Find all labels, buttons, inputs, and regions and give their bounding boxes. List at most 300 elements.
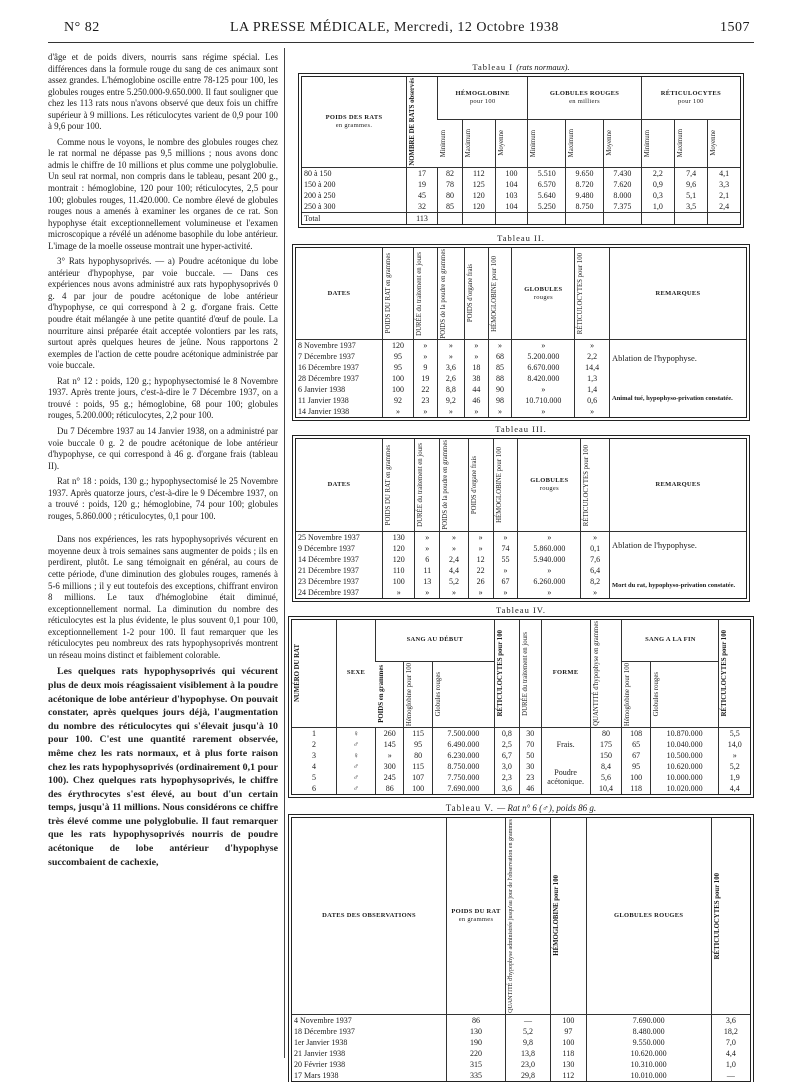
table-cell <box>566 212 604 224</box>
table-cell: 10,4 <box>590 783 622 794</box>
table-cell: 9,6 <box>674 179 707 190</box>
table-cell: 1,9 <box>719 772 750 783</box>
table-cell: 5.860.000 <box>518 543 581 554</box>
table-cell: 4 <box>312 761 316 771</box>
table-cell: 260 <box>376 727 404 739</box>
table-cell: 0,8 <box>494 727 519 739</box>
forme-powder: Poudre <box>554 768 577 778</box>
table-cell: 6 <box>415 554 440 565</box>
table-1-caption: Tableau I (rats normaux). <box>472 62 570 72</box>
paragraph: Rat n° 18 : poids, 130 g.; hypophysectomisé le 25 Novembre 1937. Après quatorze jours, c'est-à-dire le 9 Décembre 1937, on a trouvé : poids, 120 g.; hémoglobine, 74 pour 100; globules rouges, 5.860.000 ; réticulocytes, 0,1 pour 100. <box>48 476 278 521</box>
table-cell: » <box>376 750 404 761</box>
table-total-row <box>302 212 740 224</box>
table-row <box>292 761 750 772</box>
table-cell: 7.500.000 <box>432 727 494 739</box>
table-cell: 112 <box>462 167 495 179</box>
table-cell: 130 <box>551 1059 587 1070</box>
table-cell: 11 Janvier 1938 <box>298 396 349 406</box>
remarks-cell <box>610 532 747 599</box>
table-row <box>302 167 740 179</box>
forme-acetone: acétonique. <box>547 777 584 787</box>
table-cell <box>603 212 641 224</box>
table-cell: ♀ <box>337 727 376 739</box>
table-cell: 125 <box>462 179 495 190</box>
table-4: NUMÉRO DU RAT SEXE SANG AU DÉBUT RÉTICULOCYTES pour 100 DURÉE du traitement en jours FORME QUANTITÉ d'hypophyse en grammes SANG A LA FIN RÉTICULOCYTES pour 100 POIDS en grammes Hémoglobine pour 100 Globules rouges Hémoglobine pour 100 Globules rouges 1 ♀ 260 115 7.500.000 0,8 30 Frais. 80 108 10.870.000 5,5 2 ♂ 145 95 6.490.000 2,5 70 175 65 10.040.000 14,0 3 ♀ » 80 6.230.000 6,7 50 150 67 10.500.000 » 4 ♂ 300 115 8.750.000 3,0 30 Poudre acétonique. 8,4 95 10.620.000 5,2 5 ♂ 245 107 7.750.000 2,3 23 5,6 100 10.000.000 1,9 6 ♂ 86 100 7.690.000 3,6 46 10,4 118 10.020.000 4,4 <box>291 619 751 795</box>
table-cell: 86 <box>447 1014 506 1026</box>
table-cell: 100 <box>383 384 414 395</box>
table-row <box>302 179 740 190</box>
table-cell: 7 Décembre 1937 <box>298 352 355 362</box>
table-cell: 18,2 <box>711 1026 750 1037</box>
table-cell: 104 <box>495 179 528 190</box>
table-cell: 5,6 <box>590 772 622 783</box>
table-cell: 10.500.000 <box>650 750 719 761</box>
table-cell: 4 Novembre 1937 <box>294 1015 352 1025</box>
table-cell: » <box>413 351 437 362</box>
table-cell: 6.490.000 <box>432 739 494 750</box>
table-cell: 1,0 <box>711 1059 750 1070</box>
table-cell: 5 <box>312 772 316 782</box>
table-cell: 130 <box>447 1026 506 1037</box>
remarks-cell <box>610 340 747 418</box>
table-cell: 2,5 <box>494 739 519 750</box>
table-cell: 7.430 <box>603 167 641 179</box>
table-cell: 200 à 250 <box>304 190 336 200</box>
table-cell: 3,6 <box>437 362 464 373</box>
table-cell: 74 <box>493 543 518 554</box>
table-cell: 4,4 <box>440 565 469 576</box>
tables-column <box>288 60 754 1082</box>
table-cell: 2,2 <box>575 351 610 362</box>
table-cell: 14 Décembre 1937 <box>298 555 359 565</box>
table-3-caption: Tableau III. <box>495 424 547 435</box>
table-cell: 2,1 <box>708 190 740 201</box>
table-cell: 110 <box>383 565 415 576</box>
table-cell: 22 <box>468 565 493 576</box>
table-cell: 8.480.000 <box>586 1026 711 1037</box>
table-cell: 14,0 <box>719 739 750 750</box>
table-cell: 7.620 <box>603 179 641 190</box>
table-cell: 120 <box>383 543 415 554</box>
table-cell: 8,8 <box>437 384 464 395</box>
table-cell: 67 <box>493 576 518 587</box>
table-cell: 3 <box>312 750 316 760</box>
table-row <box>292 1059 750 1070</box>
table-cell: » <box>437 340 464 352</box>
table-cell: 9,2 <box>437 395 464 406</box>
table-cell: 6 <box>312 783 316 793</box>
table-cell: 9.550.000 <box>586 1037 711 1048</box>
table-cell: » <box>383 406 414 417</box>
table-cell: 92 <box>383 395 414 406</box>
table-cell: 14 Janvier 1938 <box>298 407 350 417</box>
table-cell: 112 <box>551 1070 587 1081</box>
table-cell: 11 <box>415 565 440 576</box>
table-cell: 10.310.000 <box>586 1059 711 1070</box>
table-cell: » <box>518 532 581 544</box>
table-cell: 32 <box>407 201 438 213</box>
table-cell: 8.720 <box>566 179 604 190</box>
table-cell: 23,0 <box>506 1059 551 1070</box>
table-cell: 6 Janvier 1938 <box>298 385 346 395</box>
table-cell: 115 <box>404 761 432 772</box>
table-cell: 46 <box>519 783 541 794</box>
table-cell: 22 <box>413 384 437 395</box>
table-cell: 10.870.000 <box>650 727 719 739</box>
table-cell: 100 <box>551 1037 587 1048</box>
table-cell <box>674 212 707 224</box>
table-cell: 2,4 <box>440 554 469 565</box>
table-cell: 1,3 <box>575 373 610 384</box>
table-cell: 7.690.000 <box>586 1014 711 1026</box>
table-cell: 95 <box>404 739 432 750</box>
table-cell: 55 <box>493 554 518 565</box>
page-number: 1507 <box>720 20 750 35</box>
table-cell: 23 <box>413 395 437 406</box>
table-2: DATES POIDS DU RAT en grammes DURÉE du traitement en jours POIDS de la poudre en grammes POIDS d'organe frais HÉMOGLOBINE pour 100 GLOBULES rouges RÉTICULOCYTES pour 100 REMARQUES 8 Novembre 1937 120 » » » » » » Ablation de l'hypophyse. Animal tué, hypophyso-privation constatée. 7 Décembre 1937 95 » » » 68 5.200.000 2,2 16 Décembre 1937 95 9 3,6 18 85 6.670.000 14,4 28 Décembre 1937 100 19 2,6 38 88 8.420.000 1,3 6 Janvier 1938 100 22 8,8 44 90 » 1,4 11 Janvier 1938 92 23 9,2 46 98 10.710.000 0,6 14 Janvier 1938 » » » » » » » <box>295 247 747 419</box>
table-cell: » <box>413 340 437 352</box>
table-cell: 10.040.000 <box>650 739 719 750</box>
table-cell: 120 <box>462 201 495 213</box>
table-row <box>292 727 750 739</box>
table-cell: 107 <box>404 772 432 783</box>
table-cell: 95 <box>383 351 414 362</box>
header-rule <box>48 42 754 43</box>
table-2-caption: Tableau II. <box>497 232 545 243</box>
table-cell: 25 Novembre 1937 <box>298 533 360 543</box>
table-cell: » <box>581 587 610 598</box>
table-cell: 4,1 <box>708 167 740 179</box>
table-cell: 150 à 200 <box>304 179 336 189</box>
table-cell: 1 <box>312 728 316 738</box>
table-cell: 6,7 <box>494 750 519 761</box>
table-cell: 45 <box>407 190 438 201</box>
table-cell: 4,4 <box>711 1048 750 1059</box>
column-divider <box>284 48 285 1058</box>
table-cell: 80 à 150 <box>304 168 332 178</box>
table-cell: 0,3 <box>641 190 674 201</box>
table-cell: 23 <box>519 772 541 783</box>
table-cell: 10.710.000 <box>512 395 575 406</box>
table-row <box>296 532 746 544</box>
table-cell: » <box>464 351 488 362</box>
table-cell: 26 <box>468 576 493 587</box>
table-cell: 20 Février 1938 <box>294 1059 346 1069</box>
table-row <box>292 772 750 783</box>
table-cell: » <box>468 532 493 544</box>
table-cell: 17 Mars 1938 <box>294 1070 339 1080</box>
table-cell: 10.020.000 <box>650 783 719 794</box>
table-cell: 9.650 <box>566 167 604 179</box>
table-cell: 8 Novembre 1937 <box>298 341 356 351</box>
table-cell: 2 <box>312 739 316 749</box>
table-cell: 95 <box>383 362 414 373</box>
table-cell: 82 <box>438 167 463 179</box>
table-cell: » <box>575 340 610 352</box>
table-cell: 98 <box>488 395 512 406</box>
table-cell: 90 <box>488 384 512 395</box>
table-3: DATES POIDS DU RAT en grammes DURÉE du traitement en jours POIDS de la poudre en grammes POIDS d'organe frais HÉMOGLOBINE pour 100 GLOBULES rouges RÉTICULOCYTES pour 100 REMARQUES 25 Novembre 1937 130 » » » » » » Ablation de l'hypophyse. Mort du rat, hypophyso-privation constatée. 9 Décembre 1937 120 » » » 74 5.860.000 0,1 14 Décembre 1937 120 6 2,4 12 55 5.940.000 7,6 21 Décembre 1937 110 11 4,4 22 » » 6,4 23 Décembre 1937 100 13 5,2 26 67 6.260.000 8,2 24 Décembre 1937 » » » » » » » <box>295 438 747 599</box>
table-cell: » <box>518 565 581 576</box>
remarks-ablation: Ablation de l'hypophyse. <box>612 539 697 550</box>
table-cell: 8.750 <box>566 201 604 213</box>
table-cell: 120 <box>462 190 495 201</box>
table-cell: 315 <box>447 1059 506 1070</box>
table-cell: » <box>440 587 469 598</box>
table-cell: 38 <box>464 373 488 384</box>
table-cell: 9 <box>413 362 437 373</box>
table-cell: 150 <box>590 750 622 761</box>
table-cell: 70 <box>519 739 541 750</box>
table-cell: 46 <box>464 395 488 406</box>
table-cell: — <box>711 1070 750 1081</box>
table-cell: » <box>488 340 512 352</box>
table-cell: 12 <box>468 554 493 565</box>
table-cell: » <box>464 340 488 352</box>
table-cell: 115 <box>404 727 432 739</box>
table-cell: 5.200.000 <box>512 351 575 362</box>
table-cell: 100 <box>383 576 415 587</box>
table-cell: 220 <box>447 1048 506 1059</box>
table-cell: 8.420.000 <box>512 373 575 384</box>
table-cell: » <box>437 351 464 362</box>
table-cell: 245 <box>376 772 404 783</box>
issue-number: N° 82 <box>64 20 100 35</box>
table-cell: » <box>383 587 415 598</box>
table-cell: 5.250 <box>528 201 566 213</box>
table-cell: 7,4 <box>674 167 707 179</box>
table-cell: 10.000.000 <box>650 772 719 783</box>
total-label: Total <box>304 213 321 223</box>
table-cell: 2,3 <box>494 772 519 783</box>
table-cell: 10.010.000 <box>586 1070 711 1081</box>
journal-title: LA PRESSE MÉDICALE, Mercredi, 12 Octobre 1938 <box>230 20 559 35</box>
table-cell: 175 <box>590 739 622 750</box>
table-cell: 3,6 <box>494 783 519 794</box>
table-cell: 67 <box>622 750 650 761</box>
table-cell: 19 <box>413 373 437 384</box>
table-cell: 2,2 <box>641 167 674 179</box>
table-cell: 3,6 <box>711 1014 750 1026</box>
table-cell: » <box>440 532 469 544</box>
total-value: 113 <box>407 212 438 224</box>
table-cell: — <box>506 1014 551 1026</box>
table-cell: 7,0 <box>711 1037 750 1048</box>
table-cell: » <box>512 340 575 352</box>
table-cell: 65 <box>622 739 650 750</box>
table-cell: ♀ <box>337 750 376 761</box>
table-cell: 9.480 <box>566 190 604 201</box>
table-cell <box>708 212 740 224</box>
table-cell: 5,2 <box>719 761 750 772</box>
table-cell: 100 <box>404 783 432 794</box>
table-cell: 68 <box>488 351 512 362</box>
table-cell: » <box>493 587 518 598</box>
table-cell: 30 <box>519 727 541 739</box>
table-cell <box>462 212 495 224</box>
table-cell: 1,4 <box>575 384 610 395</box>
table-cell: ♂ <box>337 783 376 794</box>
table-cell: ♂ <box>337 772 376 783</box>
table-cell: » <box>440 543 469 554</box>
table-cell: » <box>518 587 581 598</box>
table-4-caption: Tableau IV. <box>496 605 546 616</box>
table-cell: » <box>415 532 440 544</box>
remarks-death: Mort du rat, hypophyso-privation constatée. <box>612 581 736 589</box>
table-cell: 3,5 <box>674 201 707 213</box>
table-cell: 5,5 <box>719 727 750 739</box>
table-cell: 10.620.000 <box>650 761 719 772</box>
paragraph: Rat n° 12 : poids, 120 g.; hypophysectomisé le 8 Novembre 1937. Après trente jours, c'est-à-dire le 7 Décembre 1937, on a trouvé : poids, 95 g.; hémoglobine, 68 pour 100; globules rouges, 5.200.000; réticulocytes, 2,2 pour 100. <box>48 375 278 421</box>
table-cell: 95 <box>622 761 650 772</box>
table-cell: 23 Décembre 1937 <box>298 577 359 587</box>
table-cell: » <box>575 406 610 417</box>
table-cell: » <box>437 406 464 417</box>
paragraph: Du 7 Décembre 1937 au 14 Janvier 1938, on a administré par voie buccale 0 g. 2 de poudre acétonique de lobe antérieur d'hypophyse, ce qui correspond à 46 g. d'organe frais (tableau II). <box>48 425 278 471</box>
table-row <box>292 750 750 761</box>
table-cell: 16 Décembre 1937 <box>298 363 359 373</box>
table-cell: 85 <box>488 362 512 373</box>
table-cell: » <box>488 406 512 417</box>
table-cell: 6.260.000 <box>518 576 581 587</box>
table-cell: 5,1 <box>674 190 707 201</box>
table-cell: 100 <box>622 772 650 783</box>
table-cell: 0,1 <box>581 543 610 554</box>
table-cell: 250 à 300 <box>304 201 336 211</box>
table-cell: » <box>512 406 575 417</box>
table-cell: 6,4 <box>581 565 610 576</box>
table-5: DATES DES OBSERVATIONS POIDS DU RAT en grammes QUANTITÉ d'hypophyse administrée jusqu'au jour de l'observation en grammes HÉMOGLOBINE pour 100 GLOBULES ROUGES RÉTICULOCYTES pour 100 4 Novembre 1937 86 — 100 7.690.000 3,6 18 Décembre 1937 130 5,2 97 8.480.000 18,2 1er Janvier 1938 190 9,8 100 9.550.000 7,0 21 Janvier 1938 220 13,8 118 10.620.000 4,4 20 Février 1938 315 23,0 130 10.310.000 1,0 17 Mars 1938 335 29,8 112 10.010.000 — <box>291 817 751 1082</box>
table-cell: 24 Décembre 1937 <box>298 588 359 598</box>
table-cell: 17 <box>407 167 438 179</box>
table-cell: » <box>493 532 518 544</box>
table-row <box>292 783 750 794</box>
table-cell: 18 <box>464 362 488 373</box>
table-cell: 1,0 <box>641 201 674 213</box>
table-cell: 13,8 <box>506 1048 551 1059</box>
table-cell: 88 <box>488 373 512 384</box>
table-cell <box>495 212 528 224</box>
table-cell: » <box>415 587 440 598</box>
table-cell <box>641 212 674 224</box>
table-cell: » <box>468 587 493 598</box>
table-cell: 86 <box>376 783 404 794</box>
table-cell: 29,8 <box>506 1070 551 1081</box>
table-cell: ♂ <box>337 739 376 750</box>
table-row <box>292 1026 750 1037</box>
table-cell: 44 <box>464 384 488 395</box>
table-cell: 8,4 <box>590 761 622 772</box>
table-cell: 120 <box>383 554 415 565</box>
table-cell: 30 <box>519 761 541 772</box>
table-cell: 21 Décembre 1937 <box>298 566 359 576</box>
table-cell: 2,4 <box>708 201 740 213</box>
table-cell: 6.670.000 <box>512 362 575 373</box>
paragraph: Comme nous le voyons, le nombre des globules rouges chez le rat normal ne dépasse pas 9,5 millions ; nous avons donc admis le chiffre de 10 millions et plus comme une polyglobulie. Un seul rat normal, non compris dans le tableau, pesant 200 g., montrait : hémoglobine, 120 pour 100; réticulocytes, 2,5 pour 100; globules rouges, 11.420.000. Ce nombre élevé de globules rouges nous a amenés à examiner les organes de ce rat. Son hypophyse était exceptionnellement volumineuse et l'examen microscopique a révélé un adénome basophile du lobe antérieur. L'image de la moelle osseuse montrait une hyper-activité. <box>48 136 278 251</box>
table-cell: 130 <box>383 532 415 544</box>
table-row <box>292 1070 750 1081</box>
table-cell: » <box>512 384 575 395</box>
paragraph: d'âge et de poids divers, nourris sans régime spécial. Les différences dans la formule rouge du sang de ces animaux sont assez grandes. L'hémoglobine oscille entre 78-125 pour 100, les globules rouges entre 5.250.000-9.650.000. Il faut souligner que chez les 113 rats nous n'avons observé que deux fois un chiffre supérieur à 9 millions. Les réticulocytes varient de 0,9 pour 100 à 9,6 pour 100. <box>48 52 278 132</box>
table-cell: 7.375 <box>603 201 641 213</box>
table-cell: 300 <box>376 761 404 772</box>
table-cell: » <box>719 750 750 761</box>
table-cell: 103 <box>495 190 528 201</box>
table-cell: 97 <box>551 1026 587 1037</box>
table-cell: » <box>468 543 493 554</box>
table-cell: 50 <box>519 750 541 761</box>
paragraph: Dans nos expériences, les rats hypophysoprivés vécurent en moyenne deux à trois semaines sans augmenter de poids ; ils en perdirent, plutôt. Le sang témoignait en général, au cours de cette période, d'une diminution des globules rouges, ramenés à 5-6 millions ; il y eut toutefois des exceptions, chiffrant environ 8 millions. Le taux d'hémoglobine était diminué, exceptionnellement normal. La diminution du nombre des réticulocytes est la plus évidente, le plus souvent 0,1 pour 100, exceptionnellement 1-2 pour 100. Il faut remarquer que les réticulocytes peu nombreux des rats hypophysoprivés montrent un réseau moins distinct et faiblement colorable. <box>48 534 278 660</box>
table-cell: » <box>493 565 518 576</box>
table-cell: 120 <box>383 340 414 352</box>
table-row <box>292 1048 750 1059</box>
table-cell: 80 <box>438 190 463 201</box>
table-cell: 80 <box>590 727 622 739</box>
table-cell: 21 Janvier 1938 <box>294 1048 346 1058</box>
table-row <box>302 201 740 213</box>
table-cell: 14,4 <box>575 362 610 373</box>
forme-cell <box>541 727 590 761</box>
forme-fresh: Frais. <box>556 739 575 749</box>
table-cell: 5,2 <box>506 1026 551 1037</box>
table-cell: 5.640 <box>528 190 566 201</box>
table-cell: 10.620.000 <box>586 1048 711 1059</box>
paragraph: 3° Rats hypophysoprivés. — a) Poudre acétonique du lobe antérieur d'hypophyse, par voie buccale. — Dans ces expériences nous avons administré aux rats hypophysoprivés 0 g. 4 par jour de poudre acétonique de lobe antérieur d'hypophyse, ce qui correspond à 2 g. d'organe frais. Cette poudre était mélangée à une petite quantité d'œuf de poule. La nourriture ainsi préparée était acceptée volontiers par les rats, surtout après quelques heures de jeûne. Nous rapportons 2 exemples de l'action de cette poudre acétonique administrée par voie buccale. <box>48 256 278 371</box>
table-cell: 7,6 <box>581 554 610 565</box>
table-cell: 8.000 <box>603 190 641 201</box>
table-cell: 9,8 <box>506 1037 551 1048</box>
table-cell: 104 <box>495 201 528 213</box>
table-cell: 2,6 <box>437 373 464 384</box>
table-row <box>292 1037 750 1048</box>
remarks-ablation: Ablation de l'hypophyse. <box>612 353 697 364</box>
table-1: POIDS DES RATS en grammes. NOMBRE DE RATS observés HÉMOGLOBINE pour 100 GLOBULES ROUGES en milliers RÉTICULOCYTES pour 100 Minimum Maximum Moyenne Minimum Maximum Moyenne Minimum Maximum Moyenne 80 à 150 17 82 112 100 5.510 9.650 7.430 2,2 7,4 4,1 150 à 200 19 78 125 104 6.570 8.720 7.620 0,9 9,6 3,3 200 à 250 45 80 120 103 5.640 9.480 8.000 0,3 5,1 2,1 250 à 300 32 85 120 104 5.250 8.750 7.375 1,0 3,5 2,4 Total 113 <box>301 76 741 225</box>
table-cell: 5.940.000 <box>518 554 581 565</box>
forme-cell <box>541 761 590 794</box>
table-cell: 13 <box>415 576 440 587</box>
table-cell: 100 <box>551 1014 587 1026</box>
table-cell: 7.750.000 <box>432 772 494 783</box>
remarks-death: Animal tué, hypophyso-privation constatée. <box>612 395 733 403</box>
table-5-caption: Tableau V. — Rat n° 6 (♂), poids 86 g. <box>445 802 597 813</box>
page-header <box>50 20 750 40</box>
table-cell: 9 Décembre 1937 <box>298 544 355 554</box>
table-cell: 78 <box>438 179 463 190</box>
table-cell: 3,3 <box>708 179 740 190</box>
table-cell <box>528 212 566 224</box>
table-cell: 118 <box>551 1048 587 1059</box>
table-cell: » <box>415 543 440 554</box>
table-cell: 190 <box>447 1037 506 1048</box>
table-cell: 335 <box>447 1070 506 1081</box>
left-text-column <box>48 52 278 873</box>
table-cell: 100 <box>383 373 414 384</box>
table-cell: 5.510 <box>528 167 566 179</box>
table-cell: 118 <box>622 783 650 794</box>
paragraph: Les quelques rats hypophysoprivés qui vécurent plus de deux mois réagissaient visiblement à la poudre acétonique de lobe antérieur d'hypophyse. On pouvait constater, après quelques jours déjà, l'augmentation du nombre des réticulocytes qui s'élevait jusqu'à 10 pour 100. C'est une quantité rarement observée, même chez les rats normaux, et à plus forte raison chez les rats hypophysoprivés (ordinairement 0,1 pour 100). Chez quelques rats hypophysoprivés, le chiffre des érythrocytes s'est élevé, au bout d'un certain temps, jusqu'à 11 millions. Nous considérons ce chiffre très élevé comme une polyglobulie. Il faut remarquer que les rats hypophysoprivés nourris de poudre acétonique de lobe antérieur d'hypophyse succombaient de cachexie, <box>48 666 278 868</box>
table-cell: 8.750.000 <box>432 761 494 772</box>
table-cell: 28 Décembre 1937 <box>298 374 359 384</box>
table-cell: 1er Janvier 1938 <box>294 1037 348 1047</box>
table-cell: » <box>464 406 488 417</box>
table-cell: » <box>581 532 610 544</box>
table-cell: 19 <box>407 179 438 190</box>
table-cell: » <box>413 406 437 417</box>
table-cell <box>438 212 463 224</box>
table-cell: 5,2 <box>440 576 469 587</box>
table-cell: 108 <box>622 727 650 739</box>
table-cell: 4,4 <box>719 783 750 794</box>
